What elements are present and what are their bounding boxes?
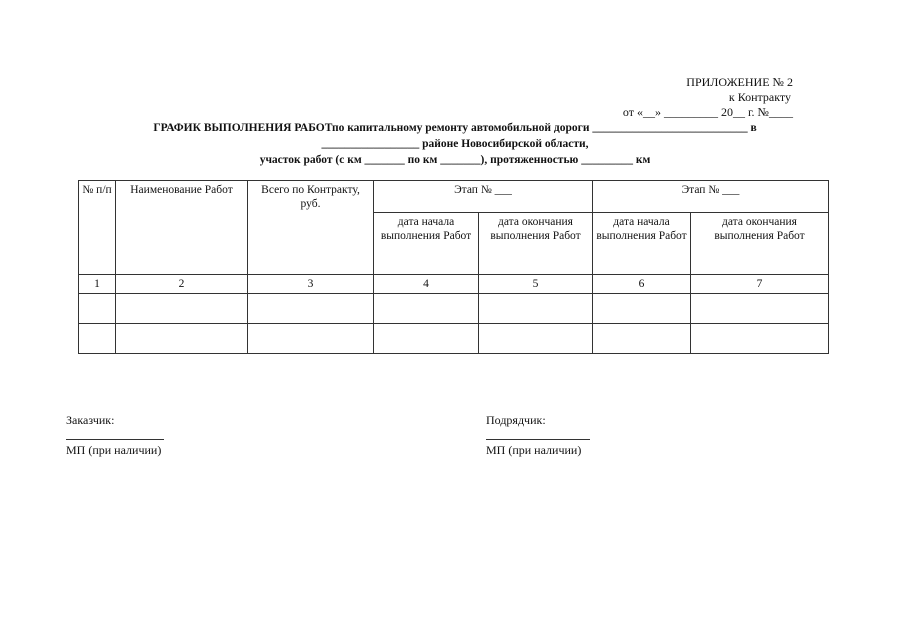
annex-contract-ref: к Контракту (728, 90, 791, 104)
header-num: № п/п (79, 181, 116, 275)
customer-signature-line (66, 428, 164, 440)
title-line-1 (70, 120, 840, 136)
contractor-signature-line (486, 428, 590, 440)
column-number: 6 (593, 275, 691, 294)
table-cell (374, 294, 479, 324)
header-name: Наименование Работ (116, 181, 248, 275)
table-row (79, 294, 829, 324)
table-cell (374, 324, 479, 354)
annex-contract-date: от «__» _________ 20__ г. №____ (622, 105, 793, 119)
title-line-3: участок работ (с км _______ по км _______), протяженностью _________ км (259, 154, 651, 166)
table-cell (479, 294, 593, 324)
table-row (79, 324, 829, 354)
table-cell (479, 324, 593, 354)
customer-signature-block (66, 412, 164, 458)
header-stage-1-start: дата начала выполнения Работ (374, 213, 479, 275)
contractor-seal-note: МП (при наличии) (486, 443, 582, 457)
column-number-row (79, 275, 829, 294)
table-cell (593, 294, 691, 324)
table-cell (248, 324, 374, 354)
work-schedule-table (78, 180, 829, 354)
column-number: 7 (691, 275, 829, 294)
column-number: 2 (116, 275, 248, 294)
table-cell (691, 294, 829, 324)
column-number: 1 (79, 275, 116, 294)
header-stage-1-end: дата окончания выполнения Работ (479, 213, 593, 275)
header-stage-2-start: дата начала выполнения Работ (593, 213, 691, 275)
header-stage-1: Этап № ___ (374, 181, 593, 213)
column-number: 3 (248, 275, 374, 294)
table-cell (248, 294, 374, 324)
table-cell (593, 324, 691, 354)
contractor-signature-block (486, 412, 590, 458)
column-number: 4 (374, 275, 479, 294)
table-cell (116, 294, 248, 324)
document-title (70, 120, 840, 168)
title-line-2: _________________ районе Новосибирской области, (321, 138, 589, 150)
annex-header (623, 75, 793, 120)
column-number: 5 (479, 275, 593, 294)
header-total: Всего по Контракту, руб. (248, 181, 374, 275)
table-cell (116, 324, 248, 354)
customer-label: Заказчик: (66, 413, 115, 427)
header-stage-2: Этап № ___ (593, 181, 829, 213)
contractor-label: Подрядчик: (486, 413, 546, 427)
annex-number: ПРИЛОЖЕНИЕ № 2 (686, 75, 793, 89)
header-row-1 (79, 181, 829, 213)
table-cell (691, 324, 829, 354)
title-subject: по капитальному ремонту автомобильной дороги ___________________________ в (331, 122, 757, 134)
customer-seal-note: МП (при наличии) (66, 443, 162, 457)
title-main: ГРАФИК ВЫПОЛНЕНИЯ РАБОТ (153, 122, 332, 134)
table-cell (79, 324, 116, 354)
table-cell (79, 294, 116, 324)
header-stage-2-end: дата окончания выполнения Работ (691, 213, 829, 275)
